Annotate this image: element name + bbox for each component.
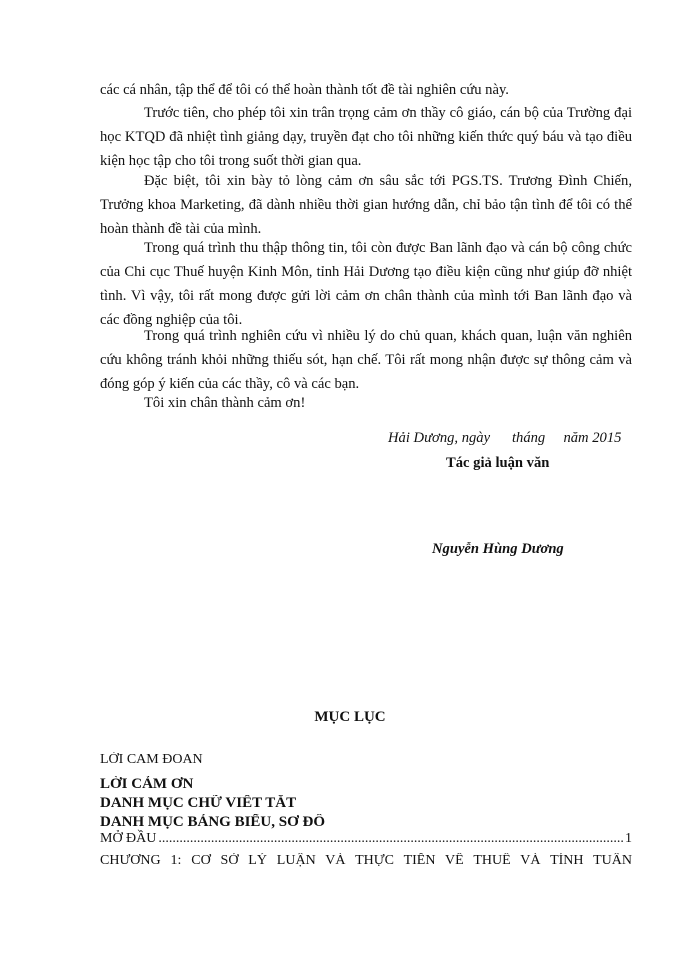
toc-entry-commitment: LỜI CAM ĐOAN <box>100 752 203 767</box>
toc-entry-chapter-1: CHƯƠNG 1: CƠ SỞ LÝ LUẬN VÀ THỰC TIỄN VỀ THUẾ VÀ TÍNH TUÂN <box>100 853 632 868</box>
toc-intro-label: MỞ ĐẦU <box>100 831 157 846</box>
toc-entry-introduction <box>100 831 632 847</box>
toc-entry-abbreviations: DANH MỤC CHỮ VIẾT TẮT <box>100 795 297 811</box>
ack-paragraph-supervisor: Đặc biệt, tôi xin bày tỏ lòng cảm ơn sâu sắc tới PGS.TS. Trương Đình Chiến, Trưởng khoa Marketing, đã dành nhiều thời gian hướng dẫn, chỉ bảo tận tình để tôi có thể hoàn thành đề tài của mình. <box>100 173 632 237</box>
ack-paragraph-continuation: các cá nhân, tập thể để tôi có thể hoàn thành tốt đề tài nghiên cứu này. <box>100 82 509 98</box>
ack-paragraph-limitations: Trong quá trình nghiên cứu vì nhiều lý do chủ quan, khách quan, luận văn nghiên cứu không tránh khỏi những thiếu sót, hạn chế. Tôi rất mong nhận được sự thông cảm và đóng góp ý kiến của các thầy, cô và các bạn. <box>100 328 632 392</box>
toc-entry-acknowledgement: LỜI CẢM ƠN <box>100 776 194 792</box>
signature-name: Nguyễn Hùng Dương <box>432 541 564 557</box>
ack-paragraph-thanks: Tôi xin chân thành cảm ơn! <box>144 395 306 411</box>
toc-entry-tables-figures: DANH MỤC BẢNG BIỂU, SƠ ĐỒ <box>100 814 326 830</box>
toc-intro-page: 1 <box>625 831 632 846</box>
ack-paragraph-teachers: Trước tiên, cho phép tôi xin trân trọng cảm ơn thầy cô giáo, cán bộ của Trường đại học KTQD đã nhiệt tình giảng dạy, truyền đạt cho tôi những kiến thức quý báu và tạo điều kiện học tập cho tôi trong suốt thời gian qua. <box>100 105 632 169</box>
signature-date: Hải Dương, ngày tháng năm 2015 <box>388 430 622 446</box>
toc-dot-leader <box>158 831 623 847</box>
toc-title: MỤC LỤC <box>314 709 386 725</box>
signature-role: Tác giả luận văn <box>446 455 550 471</box>
ack-paragraph-tax-office: Trong quá trình thu thập thông tin, tôi còn được Ban lãnh đạo và cán bộ công chức của Chi cục Thuế huyện Kinh Môn, tỉnh Hải Dương tạo điều kiện cũng như giúp đỡ nhiệt tình. Vì vậy, tôi rất mong được gửi lời cảm ơn chân thành của mình tới Ban lãnh đạo và các đồng nghiệp của tôi. <box>100 240 632 328</box>
